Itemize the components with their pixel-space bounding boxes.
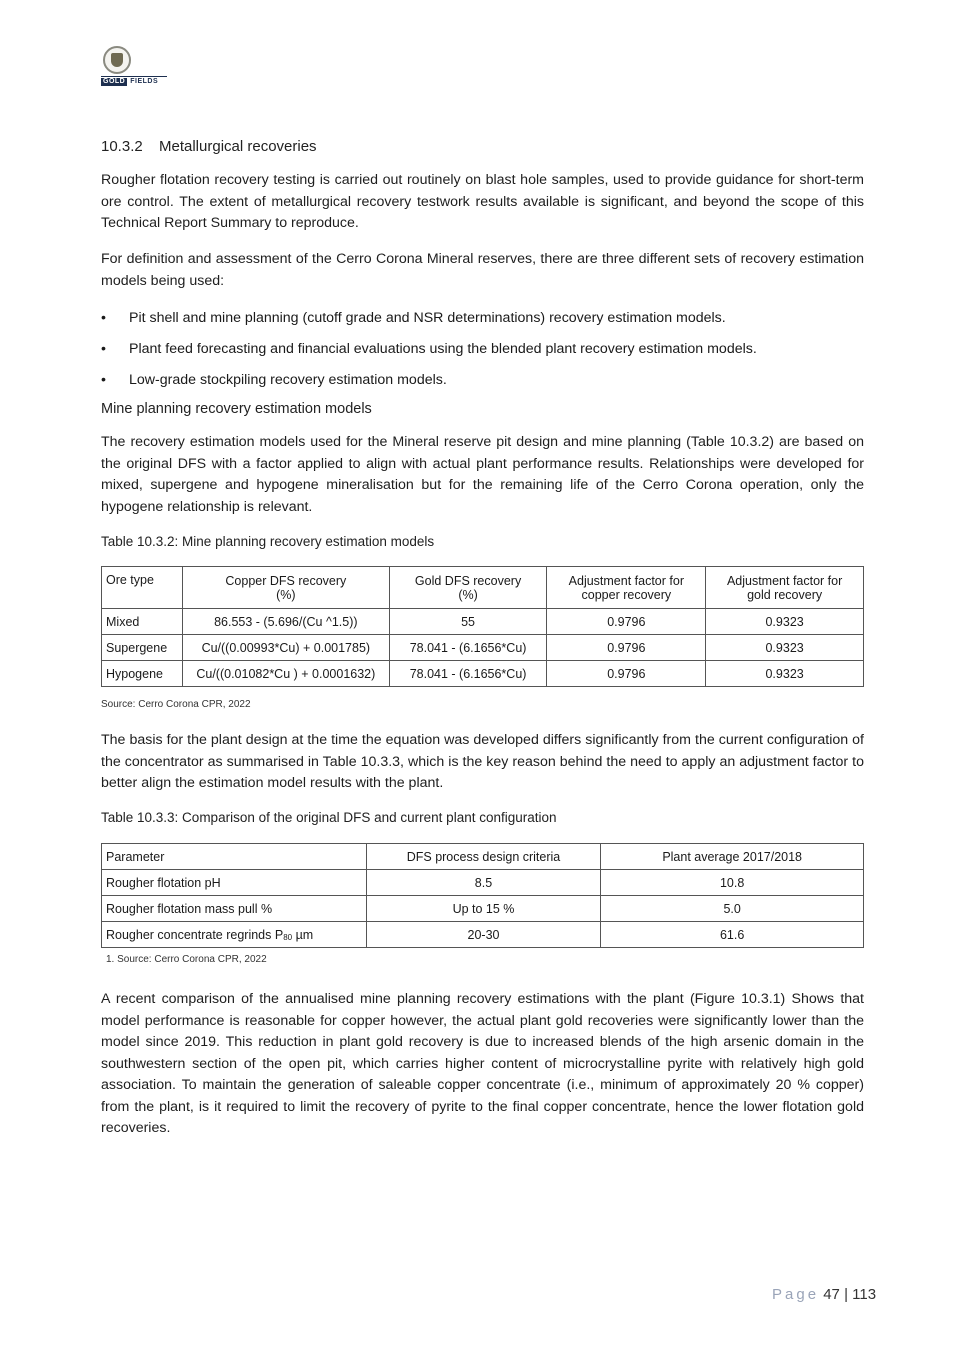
- gold-fields-logo: [101, 46, 167, 88]
- bullet-icon: •: [101, 341, 106, 357]
- page-number: Page 47 | 113: [772, 1286, 877, 1303]
- table-source-note: Source: Cerro Corona CPR, 2022: [101, 699, 251, 710]
- header-cell: Adjustment factor for gold recovery: [706, 567, 864, 609]
- table-header-row: [102, 567, 864, 609]
- logo-wordmark: GOLD FIELDS: [103, 78, 159, 85]
- paragraph-5: A recent comparison of the annualised mine planning recovery estimations with the plant (Figure 10.3.1) Shows that model performance is reasonable for copper however, the actual plant gold recoveries were significantly lower than the model since 2019. This reduction in plant gold recovery is due to increased blends of the high arsenic domain in the southwestern section of the open pit, which carries higher content of microcrystalline pyrite with relatively high gold association. To maintain the generation of saleable copper concentrate (i.e., minimum of approximately 20 % copper) from the plant, is it required to limit the recovery of pyrite to the final copper concentrate, hence the lower flotation gold recoveries.: [101, 991, 864, 1136]
- plant-configuration-table: [101, 843, 864, 948]
- header-cell: Copper DFS recovery (%): [182, 567, 389, 609]
- table-row: Rougher flotation pH 8.5 10.8: [102, 870, 864, 896]
- header-cell: Gold DFS recovery (%): [389, 567, 547, 609]
- paragraph-1: Rougher flotation recovery testing is carried out routinely on blast hole samples, used to provide guidance for short-term ore control. The extent of metallurgical recovery testwork results available is significant, and beyond the scope of this Technical Report Summary to reproduce.: [101, 172, 864, 231]
- header-cell: Ore type: [102, 567, 183, 609]
- bullet-icon: •: [101, 372, 106, 388]
- subheading: Mine planning recovery estimation models: [101, 401, 372, 417]
- recovery-models-table: [101, 566, 864, 687]
- section-number: 10.3.2: [101, 138, 143, 155]
- paragraph-2: For definition and assessment of the Cerro Corona Mineral reserves, there are three different sets of recovery estimation models being used:: [101, 251, 864, 289]
- table-source-note: 1. Source: Cerro Corona CPR, 2022: [106, 954, 267, 965]
- paragraph-3: The recovery estimation models used for the Mineral reserve pit design and mine planning (Table 10.3.2) are based on the original DFS with a factor applied to align with actual plant performance results. Relationships were developed for mixed, supergene and hypogene mineralisation but for the remaining life of the Cerro Corona operation, only the hypogene relationship is relevant.: [101, 434, 864, 515]
- gold-fields-crest-icon: [103, 46, 131, 74]
- section-title: Metallurgical recoveries: [159, 138, 317, 155]
- bullet-icon: •: [101, 310, 106, 326]
- table-row: Mixed 86.553 - (5.696/(Cu ^1.5)) 55 0.9796 0.9323: [102, 609, 864, 635]
- table-row: Rougher concentrate regrinds $P_{80}$ µm 20-30 61.6: [102, 922, 864, 948]
- section-heading: [101, 138, 317, 155]
- table-caption-10-3-2: Table 10.3.2: Mine planning recovery estimation models: [101, 534, 435, 549]
- table-row: Supergene Cu/((0.00993*Cu) + 0.001785) 78.041 - (6.1656*Cu) 0.9796 0.9323: [102, 635, 864, 661]
- table-row: Hypogene Cu/((0.01082*Cu ) + 0.0001632) 78.041 - (6.1656*Cu) 0.9796 0.9323: [102, 661, 864, 687]
- table-row: Rougher flotation mass pull % Up to 15 % 5.0: [102, 896, 864, 922]
- paragraph-4: The basis for the plant design at the time the equation was developed differs significantly from the current configuration of the concentrator as summarised in Table 10.3.3, which is the key reason behind the need to apply an adjustment factor to better align the estimation model results with the plant.: [101, 732, 864, 791]
- header-cell: Adjustment factor for copper recovery: [547, 567, 706, 609]
- table-header-row: Parameter DFS process design criteria Plant average 2017/2018: [102, 844, 864, 870]
- table-caption-10-3-3: Table 10.3.3: Comparison of the original DFS and current plant configuration: [101, 810, 557, 825]
